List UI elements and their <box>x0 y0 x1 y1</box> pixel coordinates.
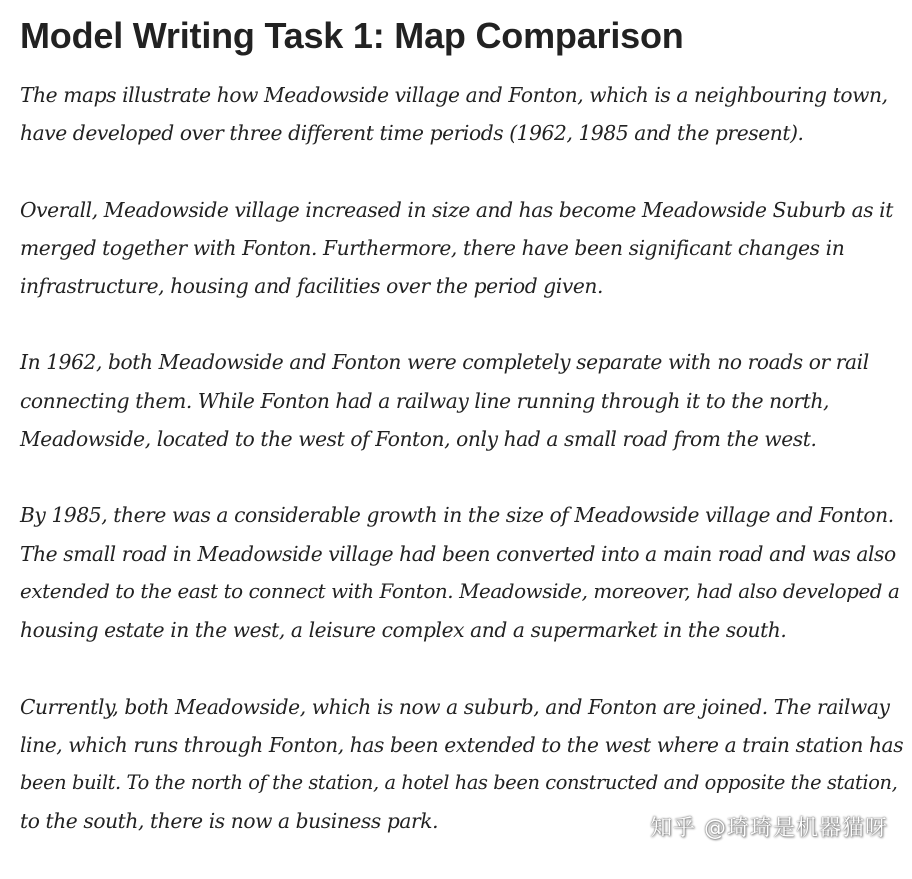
page-title: Model Writing Task 1: Map Comparison <box>20 15 684 56</box>
text-line: By 1985, there was a considerable growth in the size of Meadowside village and Fonton. <box>20 503 894 528</box>
text-line: Currently, both Meadowside, which is now a suburb, and Fonton are joined. The railway <box>20 694 890 719</box>
text-line: been built. To the north of the station, a hotel has been constructed and opposite the station, <box>20 771 898 795</box>
text-line: to the south, there is now a business park. <box>20 809 439 834</box>
text-line: The maps illustrate how Meadowside village and Fonton, which is a neighbouring town, <box>20 83 888 107</box>
paragraph-1962 <box>20 343 904 458</box>
text-line: infrastructure, housing and facilities over the period given. <box>20 274 604 299</box>
text-line: line, which runs through Fonton, has been extended to the west where a train station has <box>20 732 904 757</box>
watermark: 知乎 @琦琦是机器猫呀 <box>650 816 888 841</box>
text-line: housing estate in the west, a leisure complex and a supermarket in the south. <box>20 618 787 643</box>
text-line: merged together with Fonton. Furthermore, there have been significant changes in <box>20 235 845 260</box>
article <box>20 12 904 879</box>
text-line: The small road in Meadowside village had been converted into a main road and was also <box>20 541 896 566</box>
text-line: have developed over three different time periods (1962, 1985 and the present). <box>20 121 804 146</box>
text-line: In 1962, both Meadowside and Fonton were completely separate with no roads or rail <box>20 350 869 375</box>
text-line: Meadowside, located to the west of Fonton, only had a small road from the west. <box>20 427 817 452</box>
text-line: Overall, Meadowside village increased in size and has become Meadowside Suburb as it <box>20 197 893 222</box>
text-line: extended to the east to connect with Fonton. Meadowside, moreover, had also developed a <box>20 579 900 603</box>
paragraph-overview <box>20 191 904 306</box>
text-line: connecting them. While Fonton had a railway line running through it to the north, <box>20 388 830 413</box>
paragraph-intro <box>20 76 904 153</box>
paragraph-1985 <box>20 496 904 649</box>
